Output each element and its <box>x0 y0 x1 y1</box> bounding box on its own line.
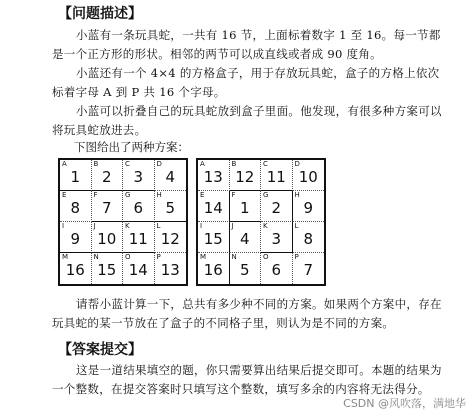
cell-number: 15 <box>97 261 117 279</box>
grid-cell <box>293 253 325 284</box>
grid-cell <box>198 222 230 253</box>
cell-number: 14 <box>203 199 223 217</box>
answer-paragraph: 这是一道结果填空的题，你只需要算出结果后提交即可。本题的结果为一个整数，在提交答案时只填写这个整数，填写多余的内容将无法得分。 <box>52 363 442 396</box>
grid-cell <box>230 191 262 222</box>
grid-cell <box>261 191 293 222</box>
grid-cell <box>293 191 325 222</box>
grid-cell <box>155 222 187 253</box>
grid-cell <box>198 160 230 191</box>
grid-cell <box>261 253 293 284</box>
grid-cell <box>92 222 124 253</box>
cell-number: 3 <box>133 168 144 186</box>
cell-letter: B <box>231 160 237 168</box>
cell-letter: E <box>62 191 67 199</box>
grid-cell <box>293 222 325 253</box>
cell-letter: E <box>200 191 205 199</box>
cell-number: 9 <box>70 230 81 248</box>
grid-cell <box>155 160 187 191</box>
watermark: CSDN @风吹落，满地华 <box>343 397 466 410</box>
grid-cell <box>123 222 155 253</box>
cell-letter: I <box>200 222 203 230</box>
grid-cell <box>293 160 325 191</box>
cell-letter: O <box>263 253 269 261</box>
grid-cell <box>123 191 155 222</box>
cell-letter: D <box>294 160 300 168</box>
cell-letter: F <box>231 191 236 199</box>
grid-cell <box>92 160 124 191</box>
problem-paragraph-4: 请帮小蓝计算一下，总共有多少种不同的方案。如果两个方案中，存在玩具蛇的某一节放在了盒子的不同格子里，则认为是不同的方案。 <box>52 297 442 330</box>
cell-number: 8 <box>70 199 81 217</box>
cell-letter: M <box>200 253 207 261</box>
cell-letter: J <box>93 222 96 230</box>
cell-number: 1 <box>239 199 250 217</box>
figure-caption: 下图给出了两种方案： <box>74 140 189 154</box>
cell-number: 2 <box>101 168 112 186</box>
cell-number: 1 <box>70 168 81 186</box>
grid-cell <box>198 253 230 284</box>
cell-letter: F <box>93 191 98 199</box>
cell-letter: A <box>200 160 205 168</box>
cell-number: 10 <box>97 230 117 248</box>
problem-paragraph-3: 小蓝可以折叠自己的玩具蛇放到盒子里面。他发现，有很多种方案可以将玩具蛇放进去。 <box>52 104 442 137</box>
grid-cell <box>155 191 187 222</box>
cell-number: 14 <box>128 261 148 279</box>
cell-letter: G <box>125 191 131 199</box>
cell-letter: M <box>62 253 69 261</box>
cell-number: 10 <box>298 168 318 186</box>
cell-number: 15 <box>203 230 223 248</box>
cell-letter: O <box>125 253 131 261</box>
cell-number: 16 <box>203 261 223 279</box>
grid-cell <box>60 160 92 191</box>
cell-letter: P <box>156 253 161 261</box>
grid-cell <box>230 160 262 191</box>
cell-letter: B <box>93 160 99 168</box>
cell-number: 12 <box>160 230 180 248</box>
cell-number: 9 <box>303 199 314 217</box>
cell-letter: A <box>62 160 67 168</box>
cell-letter: K <box>125 222 130 230</box>
grid-cell <box>123 160 155 191</box>
cell-number: 5 <box>165 199 176 217</box>
cell-number: 4 <box>165 168 176 186</box>
cell-number: 7 <box>101 199 112 217</box>
grid-cell <box>155 253 187 284</box>
grid-cell <box>60 191 92 222</box>
cell-letter: J <box>231 222 234 230</box>
cell-letter: I <box>62 222 65 230</box>
cell-letter: K <box>263 222 268 230</box>
cell-number: 6 <box>271 261 282 279</box>
cell-number: 2 <box>271 199 282 217</box>
cell-number: 5 <box>239 261 250 279</box>
cell-number: 11 <box>266 168 286 186</box>
grid-cell <box>123 253 155 284</box>
cell-number: 16 <box>65 261 85 279</box>
cell-number: 7 <box>303 261 314 279</box>
cell-letter: H <box>294 191 300 199</box>
snake-grid-2 <box>196 158 326 286</box>
answer-heading: 【答案提交】 <box>58 342 142 358</box>
cell-letter: C <box>263 160 268 168</box>
cell-letter: L <box>156 222 161 230</box>
cell-number: 12 <box>235 168 255 186</box>
cell-letter: N <box>231 253 237 261</box>
cell-number: 3 <box>271 230 282 248</box>
grid-cell <box>60 222 92 253</box>
grid-cell <box>92 191 124 222</box>
cell-number: 11 <box>128 230 148 248</box>
cell-letter: G <box>263 191 269 199</box>
cell-letter: H <box>156 191 162 199</box>
grid-cell <box>261 222 293 253</box>
snake-grid-1 <box>58 158 188 286</box>
grid-cell <box>60 253 92 284</box>
cell-letter: D <box>156 160 162 168</box>
cell-number: 4 <box>239 230 250 248</box>
grid-cell <box>230 253 262 284</box>
cell-number: 13 <box>160 261 180 279</box>
grid-cell <box>261 160 293 191</box>
problem-heading: 【问题描述】 <box>58 6 142 22</box>
grid-cell <box>92 253 124 284</box>
cell-letter: P <box>294 253 299 261</box>
cell-number: 13 <box>203 168 223 186</box>
cell-letter: C <box>125 160 130 168</box>
cell-number: 6 <box>133 199 144 217</box>
grid-cell <box>198 191 230 222</box>
cell-letter: L <box>294 222 299 230</box>
grid-cell <box>230 222 262 253</box>
cell-letter: N <box>93 253 99 261</box>
problem-paragraph-1: 小蓝有一条玩具蛇，一共有 16 节，上面标着数字 1 至 16。每一节都是一个正方形的形状。相邻的两节可以成直线或者成 90 度角。 <box>52 28 441 61</box>
problem-paragraph-2: 小蓝还有一个 4×4 的方格盒子，用于存放玩具蛇，盒子的方格上依次标着字母 A 到 P 共 16 个字母。 <box>52 66 440 99</box>
cell-number: 8 <box>303 230 314 248</box>
